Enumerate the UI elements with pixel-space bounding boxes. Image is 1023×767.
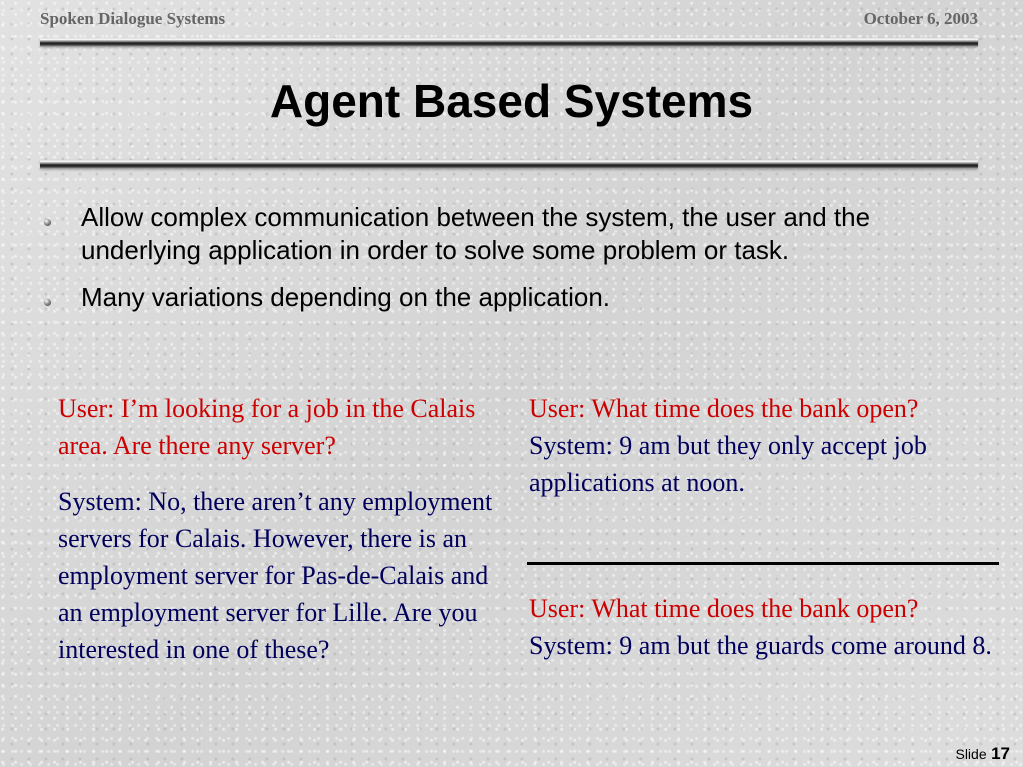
bullet-dot-icon	[44, 299, 51, 306]
bullet-text: Allow complex communication between the system, the user and the underlying application in order to solve some problem or task.	[81, 202, 871, 265]
dialog-left-system-line: System: No, there aren’t any employment servers for Calais. However, there is an employment server for Pas-de-Calais and an employment server for Lille. Are you interested in one of these?	[58, 487, 493, 664]
bullet-dot-icon	[44, 219, 51, 226]
dialog-right1-user-line: User: What time does the bank open?	[529, 394, 919, 423]
slide-number: 17	[991, 744, 1010, 763]
dialog-left-user-line: User: I’m looking for a job in the Calais area. Are there any server?	[58, 394, 476, 460]
bullet-item	[40, 281, 990, 314]
title-divider-rule	[40, 160, 978, 169]
slide-number-footer	[955, 744, 1010, 764]
top-divider-rule	[40, 38, 978, 47]
bullet-list	[40, 201, 990, 328]
dialog-right-example-1	[529, 390, 979, 501]
dialog-right2-system-line: System: 9 am but the guards come around 8.	[529, 631, 992, 660]
slide-label: Slide	[955, 746, 987, 762]
bullet-text: Many variations depending on the application.	[81, 282, 611, 312]
dialog-right-example-2	[529, 590, 999, 664]
dialog-separator-line	[527, 562, 999, 565]
bullet-item	[40, 201, 990, 267]
dialog-right2-user-line: User: What time does the bank open?	[529, 594, 919, 623]
slide-title: Agent Based Systems	[269, 75, 754, 127]
header-date: October 6, 2003	[863, 9, 978, 28]
header-presentation-title: Spoken Dialogue Systems	[40, 9, 226, 28]
dialog-right1-system-line: System: 9 am but they only accept job applications at noon.	[529, 431, 927, 497]
